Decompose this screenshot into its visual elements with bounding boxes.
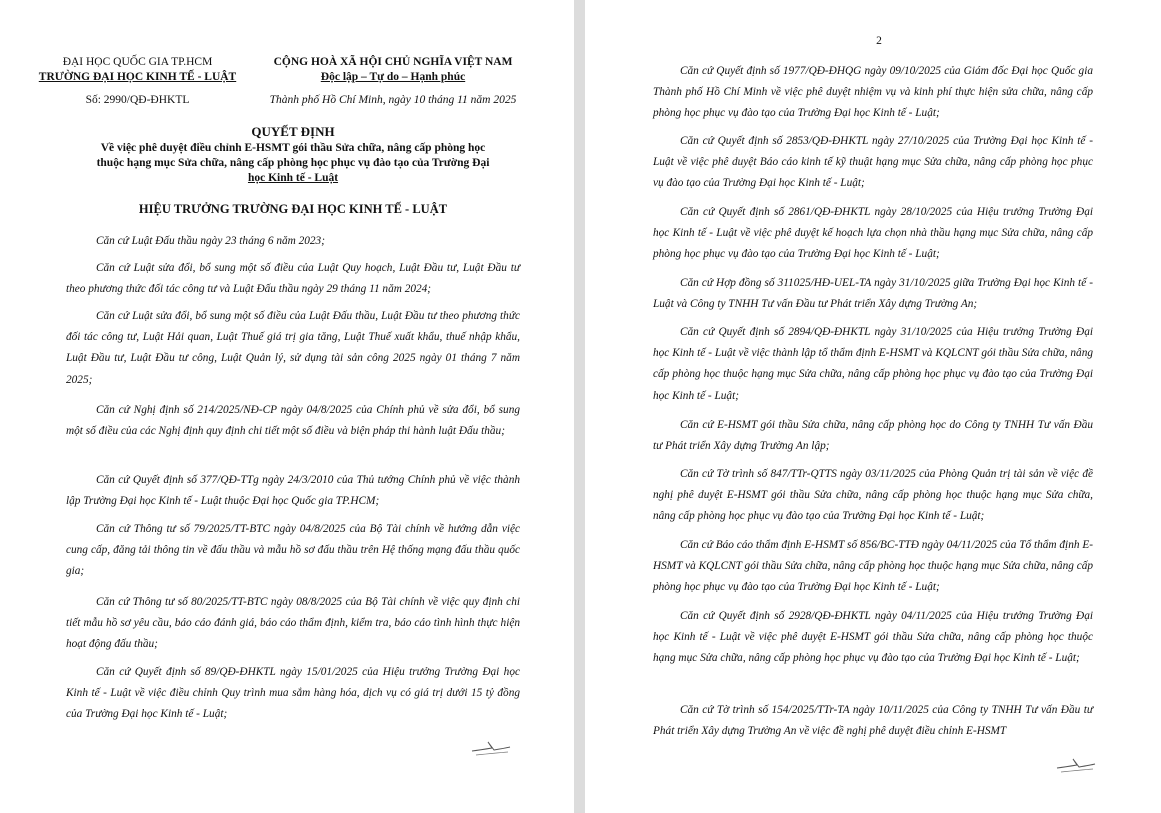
subject-line: Về việc phê duyệt điều chỉnh E-HSMT gói thầu Sửa chữa, nâng cấp phòng học [100,142,486,154]
legal-basis-paragraph: Căn cứ Tờ trình số 847/TTr-QTTS ngày 03/11/2025 của Phòng Quản trị tài sản về việc đề nghị phê duyệt E-HSMT gói thầu Sửa chữa, nâng cấp phòng học thuộc hạng mục Sửa chữa, nâng cấp phòng học phục vụ đào tạo của Trường Đại học Kinh tế - Luật; [653,468,1093,523]
legal-basis-paragraph: Căn cứ Quyết định số 2861/QĐ-ĐHKTL ngày 28/10/2025 của Hiệu trưởng Trường Đại học Kinh tế - Luật về việc phê duyệt kế hoạch lựa chọn nhà thầu hạng mục Sửa chữa, nâng cấp phòng học phục vụ đào tạo của Trường Đại học Kinh tế - Luật; [653,206,1093,261]
legal-basis-paragraph: Căn cứ Hợp đồng số 311025/HĐ-UEL-TA ngày 31/10/2025 giữa Trường Đại học Kinh tế - Luật và Công ty TNHH Tư vấn Đầu tư Phát triển Xây dựng Trường An; [653,277,1093,311]
legal-basis-paragraph: Căn cứ Báo cáo thẩm định E-HSMT số 856/BC-TTĐ ngày 04/11/2025 của Tổ thẩm định E-HSMT và KQLCNT gói thầu Sửa chữa, nâng cấp phòng học thuộc hạng mục Sửa chữa, nâng cấp phòng học phục vụ đào tạo của Trường Đại học Kinh tế - Luật; [653,539,1093,594]
decision-subject [70,141,516,186]
legal-basis-paragraph: Căn cứ Luật sửa đổi, bổ sung một số điều của Luật Quy hoạch, Luật Đầu tư, Luật Đầu tư theo phương thức đối tác công tư và Luật Đấu thầu ngày 29 tháng 11 năm 2024; [66,262,520,296]
legal-basis-paragraph: Căn cứ Nghị định số 214/2025/NĐ-CP ngày 04/8/2025 của Chính phủ về sửa đổi, bổ sung một số điều của các Nghị định quy định chi tiết một số điều và biện pháp thi hành luật Đấu thầu; [66,404,520,438]
subject-line: học Kinh tế - Luật [247,172,339,184]
legal-basis-paragraph: Căn cứ Quyết định số 377/QĐ-TTg ngày 24/3/2010 của Thủ tướng Chính phủ về việc thành lập Trường Đại học Kinh tế - Luật thuộc Đại học Quốc gia TP.HCM; [66,474,520,508]
issuing-org: TRƯỜNG ĐẠI HỌC KINH TẾ - LUẬT [38,71,237,83]
document-page-1 [0,0,574,813]
authority-heading: HIỆU TRƯỞNG TRƯỜNG ĐẠI HỌC KINH TẾ - LUẬT [138,202,448,216]
subject-line: thuộc hạng mục Sửa chữa, nâng cấp phòng học phục vụ đào tạo của Trường Đại [96,157,490,169]
initial-signature-icon [470,738,512,758]
legal-basis-paragraph: Căn cứ Thông tư số 79/2025/TT-BTC ngày 04/8/2025 của Bộ Tài chính về hướng dẫn việc cung cấp, đăng tải thông tin về đấu thầu và mẫu hồ sơ đấu thầu trên Hệ thống mạng đấu thầu quốc gia; [66,523,520,578]
legal-basis-paragraph: Căn cứ Quyết định số 2928/QĐ-ĐHKTL ngày 04/11/2025 của Hiệu trưởng Trường Đại học Kinh tế - Luật về việc phê duyệt E-HSMT gói thầu Sửa chữa, nâng cấp phòng học thuộc hạng mục Sửa chữa, nâng cấp phòng học phục vụ đào tạo của Trường Đại học Kinh tế - Luật; [653,610,1093,665]
legal-basis-paragraph: Căn cứ Luật sửa đổi, bổ sung một số điều của Luật Đấu thầu, Luật Đầu tư theo phương thức đối tác công tư, Luật Hải quan, Luật Thuế giá trị gia tăng, Luật Thuế xuất khẩu, thuế nhập khẩu, Luật Đầu tư, Luật Đầu tư công, Luật Quản lý, sử dụng tài sản công 2025 ngày 01 tháng 7 năm 2025; [66,310,520,386]
parent-org: ĐẠI HỌC QUỐC GIA TP.HCM [62,56,213,68]
nation-block [258,55,528,108]
legal-basis-paragraph: Căn cứ Thông tư số 80/2025/TT-BTC ngày 08/8/2025 của Bộ Tài chính về việc quy định chi tiết mẫu hồ sơ yêu cầu, báo cáo đánh giá, báo cáo thẩm định, kiểm tra, báo cáo tình hình thực hiện hoạt động đấu thầu; [66,596,520,651]
national-motto: Độc lập – Tự do – Hạnh phúc [320,71,466,83]
decision-number: Số: 2990/QĐ-ĐHKTL [85,94,190,106]
document-page-2 [585,0,1161,813]
legal-basis-paragraph: Căn cứ E-HSMT gói thầu Sửa chữa, nâng cấp phòng học do Công ty TNHH Tư vấn Đầu tư Phát triển Xây dựng Trường An lập; [653,419,1093,453]
page-gutter [574,0,585,813]
issuer-block [30,55,245,108]
initial-signature-icon [1055,756,1097,776]
legal-basis-paragraph: Căn cứ Quyết định số 2894/QĐ-ĐHKTL ngày 31/10/2025 của Hiệu trưởng Trường Đại học Kinh tế - Luật về việc thành lập tổ thẩm định E-HSMT và KQLCNT gói thầu Sửa chữa, nâng cấp phòng học thuộc hạng mục Sửa chữa, nâng cấp phòng học phục vụ đào tạo của Trường Đại học Kinh tế - Luật; [653,326,1093,402]
page-number: 2 [876,35,882,47]
legal-basis-paragraph: Căn cứ Luật Đấu thầu ngày 23 tháng 6 năm 2023; [96,235,325,247]
decision-title: QUYẾT ĐỊNH [251,124,335,139]
place-date: Thành phố Hồ Chí Minh, ngày 10 tháng 11 năm 2025 [269,94,517,106]
nation-name: CỘNG HOÀ XÃ HỘI CHỦ NGHĨA VIỆT NAM [273,56,513,68]
legal-basis-paragraph: Căn cứ Quyết định số 1977/QĐ-ĐHQG ngày 09/10/2025 của Giám đốc Đại học Quốc gia Thành phố Hồ Chí Minh về việc phê duyệt nhiệm vụ và kinh phí thực hiện sửa chữa, nâng cấp phòng học phục vụ đào tạo của Trường Đại học Kinh tế - Luật; [653,65,1093,120]
legal-basis-paragraph: Căn cứ Tờ trình số 154/2025/TTr-TA ngày 10/11/2025 của Công ty TNHH Tư vấn Đầu tư Phát triển Xây dựng Trường An về việc đề nghị phê duyệt điều chỉnh E-HSMT [653,704,1093,738]
legal-basis-paragraph: Căn cứ Quyết định số 2853/QĐ-ĐHKTL ngày 27/10/2025 của Trường Đại học Kinh tế - Luật về việc phê duyệt Báo cáo kinh tế kỹ thuật hạng mục Sửa chữa, nâng cấp phòng học phục vụ đào tạo của Trường Đại học Kinh tế - Luật; [653,135,1093,190]
legal-basis-paragraph: Căn cứ Quyết định số 89/QĐ-ĐHKTL ngày 15/01/2025 của Hiệu trưởng Trường Đại học Kinh tế - Luật về việc điều chỉnh Quy trình mua sắm hàng hóa, dịch vụ có giá trị dưới 15 tỷ đồng của Trường Đại học Kinh tế - Luật; [66,666,520,721]
